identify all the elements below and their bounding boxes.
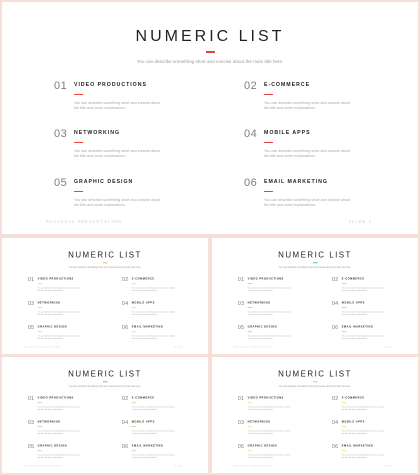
title-accent-bar [313, 381, 317, 382]
item-number: 03 [27, 300, 35, 307]
item-title: VIDEO PRODUCTIONS [37, 277, 74, 281]
list-item [28, 300, 112, 320]
item-title: E-COMMERCE [131, 396, 155, 400]
list-item [332, 396, 416, 416]
item-number: 06 [121, 443, 129, 450]
item-title: E-COMMERCE [341, 396, 365, 400]
item-title: E-COMMERCE [131, 277, 155, 281]
item-description: You can describe something short and concise about the title and some explanations. [247, 429, 291, 435]
item-description: You can describe something short and concise about the title and some explanations. [131, 335, 175, 340]
item-description: You can describe something short and concise about the title and some explanations. [247, 454, 291, 459]
item-accent-bar [132, 307, 136, 308]
item-accent-bar [342, 403, 346, 404]
slide-thumbnail-1[interactable] [2, 238, 208, 354]
footer-left: BUSINESS PRESENTATION [233, 345, 272, 348]
item-accent-bar [342, 451, 346, 452]
list-item [238, 396, 322, 416]
item-accent-bar [248, 307, 252, 308]
slide-subtitle: You can describe something short and concise about the main title here. [68, 385, 142, 388]
item-number: 06 [244, 177, 258, 189]
item-title: E-COMMERCE [341, 277, 365, 281]
title-accent-bar [206, 51, 215, 53]
list-item [244, 128, 414, 168]
item-accent-bar [38, 332, 42, 333]
item-number: 05 [27, 324, 35, 331]
item-number: 04 [331, 300, 339, 307]
item-description: You can describe something short and concise about the title and some explanations. [131, 310, 175, 316]
footer-right: SLIDE 2 [348, 219, 372, 224]
footer-right: SLIDE 2 [173, 464, 186, 467]
item-number: 05 [54, 177, 68, 189]
item-number: 06 [331, 443, 339, 450]
item-description: You can describe something short and concise about the title and some explanations. [247, 335, 291, 340]
item-title: GRAPHIC DESIGN [37, 444, 68, 448]
item-description: You can describe something short and concise about the title and some explanations. [37, 287, 81, 292]
item-title: NETWORKING [74, 130, 121, 136]
item-title: VIDEO PRODUCTIONS [247, 396, 284, 400]
list-item [238, 277, 322, 297]
item-number: 04 [244, 128, 258, 140]
footer-left: BUSINESS PRESENTATION [233, 464, 272, 467]
list-item [244, 80, 414, 120]
item-number: 01 [27, 395, 35, 402]
item-number: 02 [331, 395, 339, 402]
item-accent-bar [132, 332, 136, 333]
item-accent-bar [132, 403, 136, 404]
item-title: VIDEO PRODUCTIONS [247, 277, 284, 281]
list-item [122, 300, 206, 320]
item-description: You can describe something short and concise about the title and some explanations. [264, 149, 351, 159]
item-number: 02 [331, 276, 339, 283]
item-title: VIDEO PRODUCTIONS [37, 396, 74, 400]
list-item [122, 396, 206, 416]
item-accent-bar [38, 307, 42, 308]
item-description: You can describe something short and concise about the title and some explanations. [341, 287, 385, 292]
item-number: 04 [331, 419, 339, 426]
list-item [122, 419, 206, 439]
item-accent-bar [38, 451, 42, 452]
item-accent-bar [74, 191, 83, 192]
item-accent-bar [342, 332, 346, 333]
footer-left: BUSINESS PRESENTATION [23, 464, 62, 467]
item-number: 03 [237, 300, 245, 307]
item-title: VIDEO PRODUCTIONS [74, 82, 147, 88]
footer-right: SLIDE 2 [383, 345, 396, 348]
list-item [28, 325, 112, 345]
item-title: E-COMMERCE [264, 82, 311, 88]
slide-title: NUMERIC LIST [278, 250, 352, 260]
item-description: You can describe something short and concise about the title and some explanations. [341, 310, 385, 316]
title-accent-bar [313, 262, 317, 263]
item-accent-bar [132, 284, 136, 285]
footer-left: BUSINESS PRESENTATION [46, 219, 123, 224]
item-accent-bar [342, 284, 346, 285]
slide-subtitle: You can describe something short and concise about the main title here. [136, 59, 284, 64]
item-accent-bar [132, 426, 136, 427]
slide-main [2, 2, 418, 234]
list-item [238, 300, 322, 320]
item-accent-bar [248, 403, 252, 404]
footer-right: SLIDE 2 [383, 464, 396, 467]
item-title: MOBILE APPS [131, 301, 155, 305]
item-number: 06 [121, 324, 129, 331]
thumbnail-content [2, 238, 208, 353]
list-item [28, 444, 112, 464]
thumbnail-content [2, 357, 208, 472]
item-description: You can describe something short and concise about the title and some explanations. [341, 335, 385, 340]
item-accent-bar [342, 307, 346, 308]
item-title: MOBILE APPS [131, 420, 155, 424]
item-number: 03 [237, 419, 245, 426]
list-item [28, 277, 112, 297]
item-title: EMAIL MARKETING [341, 444, 374, 448]
item-description: You can describe something short and concise about the title and some explanations. [131, 287, 175, 292]
footer-left: BUSINESS PRESENTATION [23, 345, 62, 348]
item-number: 02 [244, 80, 258, 92]
item-number: 05 [237, 324, 245, 331]
item-number: 03 [54, 128, 68, 140]
item-title: MOBILE APPS [341, 301, 365, 305]
item-number: 03 [27, 419, 35, 426]
slide-subtitle: You can describe something short and concise about the main title here. [278, 266, 352, 269]
item-number: 02 [121, 276, 129, 283]
slide-title: NUMERIC LIST [68, 369, 142, 379]
slide-title: NUMERIC LIST [278, 369, 352, 379]
list-item [244, 177, 414, 217]
item-description: You can describe something short and concise about the title and some explanations. [74, 101, 161, 111]
item-title: EMAIL MARKETING [341, 325, 374, 329]
item-accent-bar [248, 426, 252, 427]
item-title: EMAIL MARKETING [131, 444, 164, 448]
item-accent-bar [264, 94, 273, 95]
item-accent-bar [38, 284, 42, 285]
item-description: You can describe something short and concise about the title and some explanations. [247, 406, 291, 411]
list-item [238, 325, 322, 345]
item-accent-bar [74, 94, 83, 95]
list-item [122, 277, 206, 297]
item-title: EMAIL MARKETING [131, 325, 164, 329]
slide-title: NUMERIC LIST [68, 250, 142, 260]
list-item [238, 444, 322, 464]
slide-thumbnail-2[interactable] [212, 238, 418, 354]
item-description: You can describe something short and concise about the title and some explanations. [37, 335, 81, 340]
item-number: 02 [121, 395, 129, 402]
list-item [28, 419, 112, 439]
item-number: 04 [121, 419, 129, 426]
title-accent-bar [103, 262, 107, 263]
item-accent-bar [38, 426, 42, 427]
thumbnail-content [212, 238, 418, 353]
thumbnail-content [212, 357, 418, 472]
item-title: GRAPHIC DESIGN [74, 179, 134, 185]
item-accent-bar [264, 142, 273, 143]
list-item [54, 177, 224, 217]
item-title: GRAPHIC DESIGN [247, 325, 278, 329]
item-title: GRAPHIC DESIGN [247, 444, 278, 448]
item-description: You can describe something short and concise about the title and some explanations. [37, 429, 81, 435]
slide-content [2, 2, 418, 234]
item-number: 04 [121, 300, 129, 307]
slide-subtitle: You can describe something short and concise about the main title here. [278, 385, 352, 388]
item-description: You can describe something short and concise about the title and some explanations. [264, 198, 351, 208]
item-number: 01 [54, 80, 68, 92]
item-accent-bar [248, 451, 252, 452]
item-accent-bar [38, 403, 42, 404]
item-description: You can describe something short and concise about the title and some explanations. [74, 198, 161, 208]
item-description: You can describe something short and concise about the title and some explanations. [131, 454, 175, 459]
item-accent-bar [248, 332, 252, 333]
item-description: You can describe something short and concise about the title and some explanations. [131, 429, 175, 435]
item-title: MOBILE APPS [341, 420, 365, 424]
slide-subtitle: You can describe something short and concise about the main title here. [68, 266, 142, 269]
item-number: 01 [27, 276, 35, 283]
list-item [28, 396, 112, 416]
list-item [332, 300, 416, 320]
item-number: 06 [331, 324, 339, 331]
item-description: You can describe something short and concise about the title and some explanations. [131, 406, 175, 411]
item-description: You can describe something short and concise about the title and some explanations. [37, 454, 81, 459]
list-item [54, 128, 224, 168]
item-accent-bar [74, 142, 83, 143]
item-description: You can describe something short and concise about the title and some explanations. [37, 406, 81, 411]
footer-right: SLIDE 2 [173, 345, 186, 348]
item-accent-bar [342, 426, 346, 427]
item-title: NETWORKING [37, 301, 61, 305]
item-number: 01 [237, 395, 245, 402]
item-title: GRAPHIC DESIGN [37, 325, 68, 329]
item-description: You can describe something short and concise about the title and some explanations. [247, 287, 291, 292]
item-number: 05 [237, 443, 245, 450]
item-number: 05 [27, 443, 35, 450]
list-item [238, 419, 322, 439]
item-description: You can describe something short and concise about the title and some explanations. [264, 101, 351, 111]
item-number: 01 [237, 276, 245, 283]
item-accent-bar [132, 451, 136, 452]
item-accent-bar [248, 284, 252, 285]
item-title: NETWORKING [37, 420, 61, 424]
item-description: You can describe something short and concise about the title and some explanations. [341, 429, 385, 435]
list-item [332, 277, 416, 297]
item-description: You can describe something short and concise about the title and some explanations. [247, 310, 291, 316]
item-description: You can describe something short and concise about the title and some explanations. [37, 310, 81, 316]
item-description: You can describe something short and concise about the title and some explanations. [341, 454, 385, 459]
item-title: NETWORKING [247, 301, 271, 305]
item-accent-bar [264, 191, 273, 192]
slide-thumbnail-4[interactable] [212, 357, 418, 473]
item-title: NETWORKING [247, 420, 271, 424]
slide-title: NUMERIC LIST [135, 28, 285, 45]
list-item [332, 419, 416, 439]
item-description: You can describe something short and concise about the title and some explanations. [74, 149, 161, 159]
item-description: You can describe something short and concise about the title and some explanations. [341, 406, 385, 411]
item-title: MOBILE APPS [264, 130, 311, 136]
slide-thumbnail-3[interactable] [2, 357, 208, 473]
title-accent-bar [103, 381, 107, 382]
list-item [54, 80, 224, 120]
item-title: EMAIL MARKETING [264, 179, 328, 185]
